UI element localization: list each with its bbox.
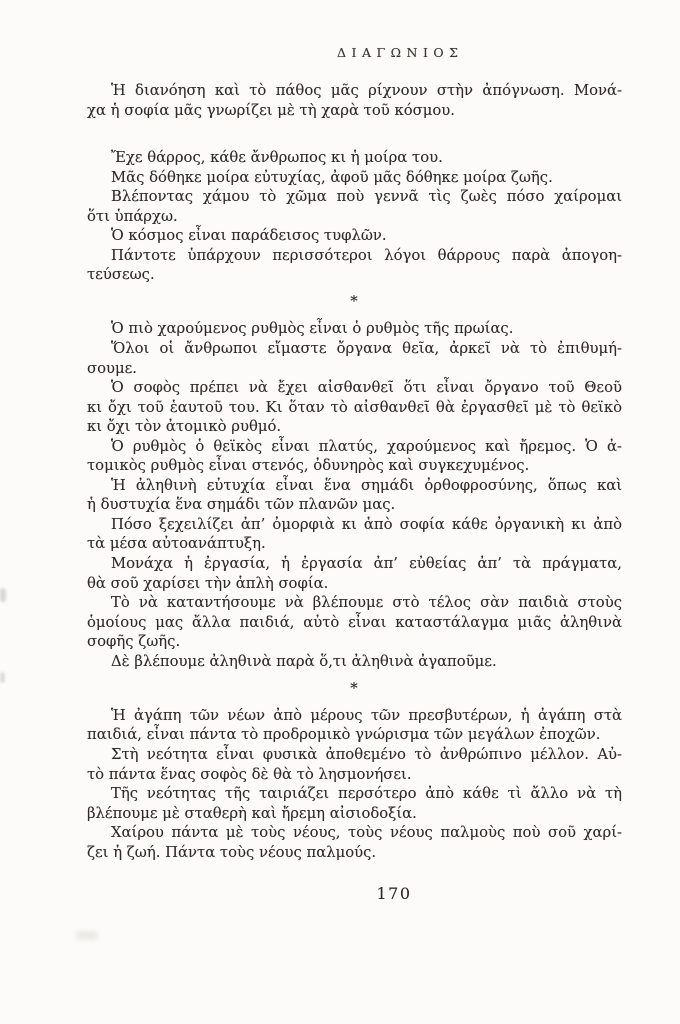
section-separator: * [350, 678, 359, 697]
text-line: Πάντοτε ὑπάρχουν περισσότεροι λόγοι θάρρους παρὰ ἀπογοη- [111, 246, 622, 264]
paragraph [87, 187, 622, 226]
paragraph [87, 378, 622, 437]
text-line: σουμε. [87, 359, 137, 377]
paragraph [87, 784, 622, 823]
paragraph [87, 652, 622, 672]
text-line: τὸ πάντα ἕνας σοφὸς δὲ θὰ τὸ λησμονήσει. [87, 765, 412, 783]
text-line: Δὲ βλέπουμε ἀληθινὰ παρὰ ὅ,τι ἀληθινὰ ἀγαποῦμε. [111, 652, 497, 670]
paragraph [87, 339, 622, 378]
text-column [87, 81, 622, 862]
scan-artifact [0, 588, 6, 602]
text-line: Μονάχα ἡ ἐργασία, ἡ ἐργασία ἀπ’ εὐθείας ἀπ’ τὰ πράγματα, [111, 555, 622, 573]
paragraph [87, 168, 622, 188]
paragraph [87, 246, 622, 285]
paragraph [87, 148, 622, 168]
text-line: Ὅλοι οἱ ἄνθρωποι εἴμαστε ὄργανα θεῖα, ἀρκεῖ νὰ τὸ ἐπιθυμή- [111, 340, 622, 358]
text-line: ὅτι ὑπάρχω. [87, 207, 178, 225]
text-line: ἡ δυστυχία ἕνα σημάδι τῶν πλανῶν μας. [87, 496, 396, 514]
paragraph [87, 823, 622, 862]
paragraph [87, 437, 622, 476]
text-line: τεύσεως. [87, 266, 155, 284]
text-block [87, 319, 622, 671]
text-line: Ὁ σοφὸς πρέπει νὰ ἔχει αἰσθανθεῖ ὅτι εἶναι ὄργανο τοῦ Θεοῦ [111, 379, 622, 397]
paragraph [87, 706, 622, 745]
text-line: Χαίρου πάντα μὲ τοὺς νέους, τοὺς νέους παλμοὺς ποὺ σοῦ χαρί- [111, 824, 622, 842]
paragraph [87, 81, 622, 120]
text-line: Ὁ πιὸ χαρούμενος ρυθμὸς εἶναι ὁ ρυθμὸς τῆς πρωίας. [111, 320, 514, 338]
text-line: Ὁ ρυθμὸς ὁ θεϊκὸς εἶναι πλατύς, χαρούμενος καὶ ἤρεμος. Ὁ ἀ- [111, 437, 622, 455]
text-line: Ὁ κόσμος εἶναι παράδεισος τυφλῶν. [111, 227, 387, 245]
text-line: Στὴ νεότητα εἶναι φυσικὰ ἀποθεμένο τὸ ἀνθρώπινο μέλλον. Αὐ- [111, 745, 622, 763]
paragraph [87, 515, 622, 554]
text-line: σοφῆς ζωῆς. [87, 633, 181, 651]
section-separator: * [350, 292, 359, 311]
text-line: ζει ἡ ζωή. Πάντα τοὺς νέους παλμούς. [87, 843, 377, 861]
text-line: ὁμοίους μας ἄλλα παιδιά, αὐτὸ εἶναι καταστάλαγμα μιᾶς ἀληθινὰ [87, 613, 622, 631]
paragraph [87, 476, 622, 515]
text-block [87, 706, 622, 862]
text-line: παιδιά, εἶναι πάντα τὸ προδρομικὸ γνώρισμα τῶν μεγάλων ἐποχῶν. [87, 726, 601, 744]
text-line: κι ὄχι τὸν ἀτομικὸ ρυθμό. [87, 418, 282, 436]
text-block [87, 81, 622, 120]
running-header: ΔΙΑΓΩΝΙΟΣ [337, 45, 464, 60]
text-line: χα ἡ σοφία μᾶς γνωρίζει μὲ τὴ χαρὰ τοῦ κόσμου. [87, 101, 455, 119]
page-number: 170 [376, 884, 412, 903]
text-line: Ἡ διανόηση καὶ τὸ πάθος μᾶς ρίχνουν στὴν ἀπόγνωση. Μονά- [111, 82, 622, 99]
text-line: τομικὸς ρυθμὸς εἶναι στενός, ὀδυνηρὸς καὶ συγκεχυμένος. [87, 457, 530, 475]
text-line: Ἡ ἀληθινὴ εὐτυχία εἶναι ἕνα σημάδι ὀρθοφροσύνης, ὅπως καὶ [111, 476, 622, 494]
paragraph [87, 745, 622, 784]
text-line: Πόσο ξεχειλίζει ἀπ’ ὀμορφιὰ κι ἀπὸ σοφία κάθε ὀργανικὴ κι ἀπὸ [111, 515, 622, 533]
paragraph [87, 226, 622, 246]
text-line: τὰ μέσα αὐτοανάπτυξη. [87, 535, 266, 553]
text-line: θὰ σοῦ χαρίσει τὴν ἁπλὴ σοφία. [87, 574, 329, 592]
paragraph [87, 554, 622, 593]
text-line: Ἡ ἀγάπη τῶν νέων ἀπὸ μέρους τῶν πρεσβυτέρων, ἡ ἀγάπη στὰ [111, 706, 622, 724]
text-line: Τὸ νὰ καταντήσουμε νὰ βλέπουμε στὸ τέλος σὰν παιδιὰ στοὺς [111, 594, 622, 612]
paragraph [87, 319, 622, 339]
text-block [87, 148, 622, 285]
text-line: κι ὄχι τοῦ ἑαυτοῦ του. Κι ὅταν τὸ αἰσθανθεῖ θὰ ἐργασθεῖ μὲ τὸ θεϊκὸ [87, 398, 622, 416]
text-line: Μᾶς δόθηκε μοίρα εὐτυχίας, ἀφοῦ μᾶς δόθηκε μοίρα ζωῆς. [111, 168, 553, 186]
scan-artifact [76, 931, 98, 940]
text-line: βλέπουμε μὲ σταθερὴ καὶ ἤρεμη αἰσιοδοξία. [87, 804, 417, 822]
paragraph [87, 593, 622, 652]
text-line: Ἔχε θάρρος, κάθε ἄνθρωπος κι ἡ μοίρα του. [111, 149, 443, 167]
text-line: Βλέποντας χάμου τὸ χῶμα ποὺ γεννᾶ τὶς ζωὲς πόσο χαίρομαι [111, 188, 622, 206]
scan-artifact [0, 672, 5, 683]
text-line: Τῆς νεότητας τῆς ταιριάζει περσότερο ἀπὸ κάθε τὶ ἄλλο νὰ τὴ [111, 785, 622, 803]
